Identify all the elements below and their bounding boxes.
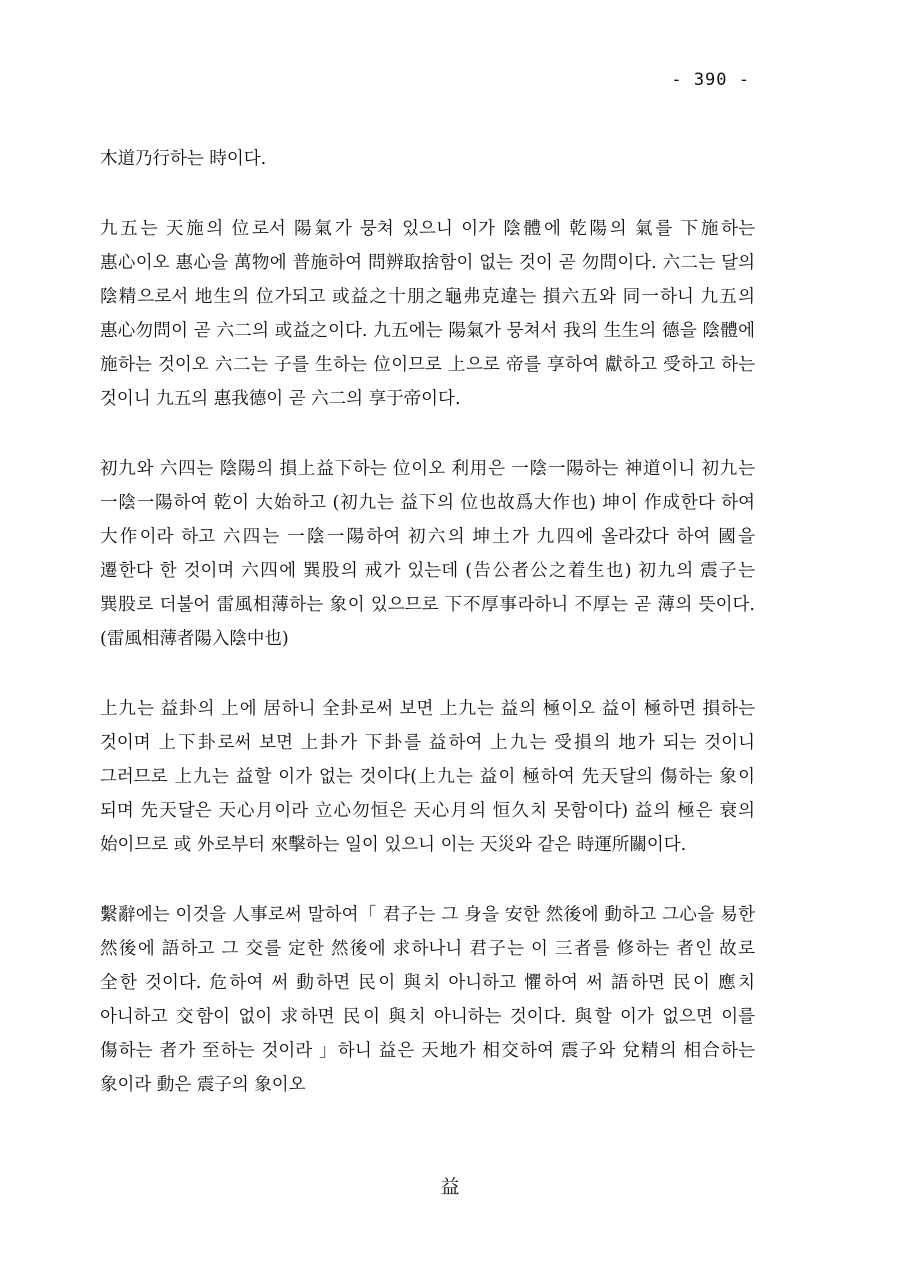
paragraph-2: 九五는 天施의 位로서 陽氣가 뭉쳐 있으니 이가 陰體에 乾陽의 氣를 下施하는 惠心이오 惠心을 萬物에 普施하여 問辨取捨함이 없는 것이 곧 勿問이다. 六二는 달의 陰精으로서 地生의 位가되고 或益之十朋之龜弗克違는 損六五와 同一하니 九五의 惠心勿問이 곧 六二의 或益之이다. 九五에는 陽氣가 뭉쳐서 我의 生生의 德을 陰體에 施하는 것이오 六二는 子를 生하는 位이므로 上으로 帝를 享하여 獻하고 受하고 하는 것이니 九五의 惠我德이 곧 六二의 享于帝이다. xyxy=(100,219,755,409)
paragraph-4: 上九는 益卦의 上에 居하니 全卦로써 보면 上九는 益의 極이오 益이 極하면 損하는 것이며 上下卦로써 보면 上卦가 下卦를 益하여 上九는 受損의 地가 되는 것이니 그러므로 上九는 益할 이가 없는 것이다(上九는 益이 極하여 先天달의 傷하는 象이 되며 先天달은 天心月이라 立心勿恒은 天心月의 恒久치 못함이다) 益의 極은 衰의 始이므로 或 外로부터 來擊하는 일이 있으니 이는 天災와 같은 時運所關이다. xyxy=(100,699,755,855)
paragraph-3: 初九와 六四는 陰陽의 損上益下하는 位이오 利用은 一陰一陽하는 神道이니 初九는 一陰一陽하여 乾이 大始하고 (初九는 益下의 位也故爲大作也) 坤이 作成한다 하여 大作이라 하고 六四는 一陰一陽하여 初六의 坤土가 九四에 올라갔다 하여 國을 遷한다 한 것이며 六四에 巽股의 戒가 있는데 (告公者公之着生也) 初九의 震子는 巽股로 더불어 雷風相薄하는 象이 있으므로 下不厚事라하니 不厚는 곧 薄의 뜻이다.(雷風相薄者陽入陰中也) xyxy=(100,459,755,649)
page-number: - 390 - xyxy=(671,70,750,90)
paragraph-1: 木道乃行하는 時이다. xyxy=(100,149,267,169)
body-text xyxy=(100,142,755,1138)
footer-title: 益 xyxy=(440,1176,460,1198)
paragraph-5: 繫辭에는 이것을 人事로써 말하여「 君子는 그 身을 安한 然後에 動하고 그心을 易한 然後에 語하고 그 交를 定한 然後에 求하나니 君子는 이 三者를 修하는 者인 故로 全한 것이다. 危하여 써 動하면 民이 與치 아니하고 懼하여 써 語하면 民이 應치 아니하고 交함이 없이 求하면 民이 與치 아니하는 것이다. 與할 이가 없으면 이를 傷하는 者가 至하는 것이라 」하니 益은 天地가 相交하여 震子와 兌精의 相合하는 象이라 動은 震子의 象이오 xyxy=(100,905,755,1095)
